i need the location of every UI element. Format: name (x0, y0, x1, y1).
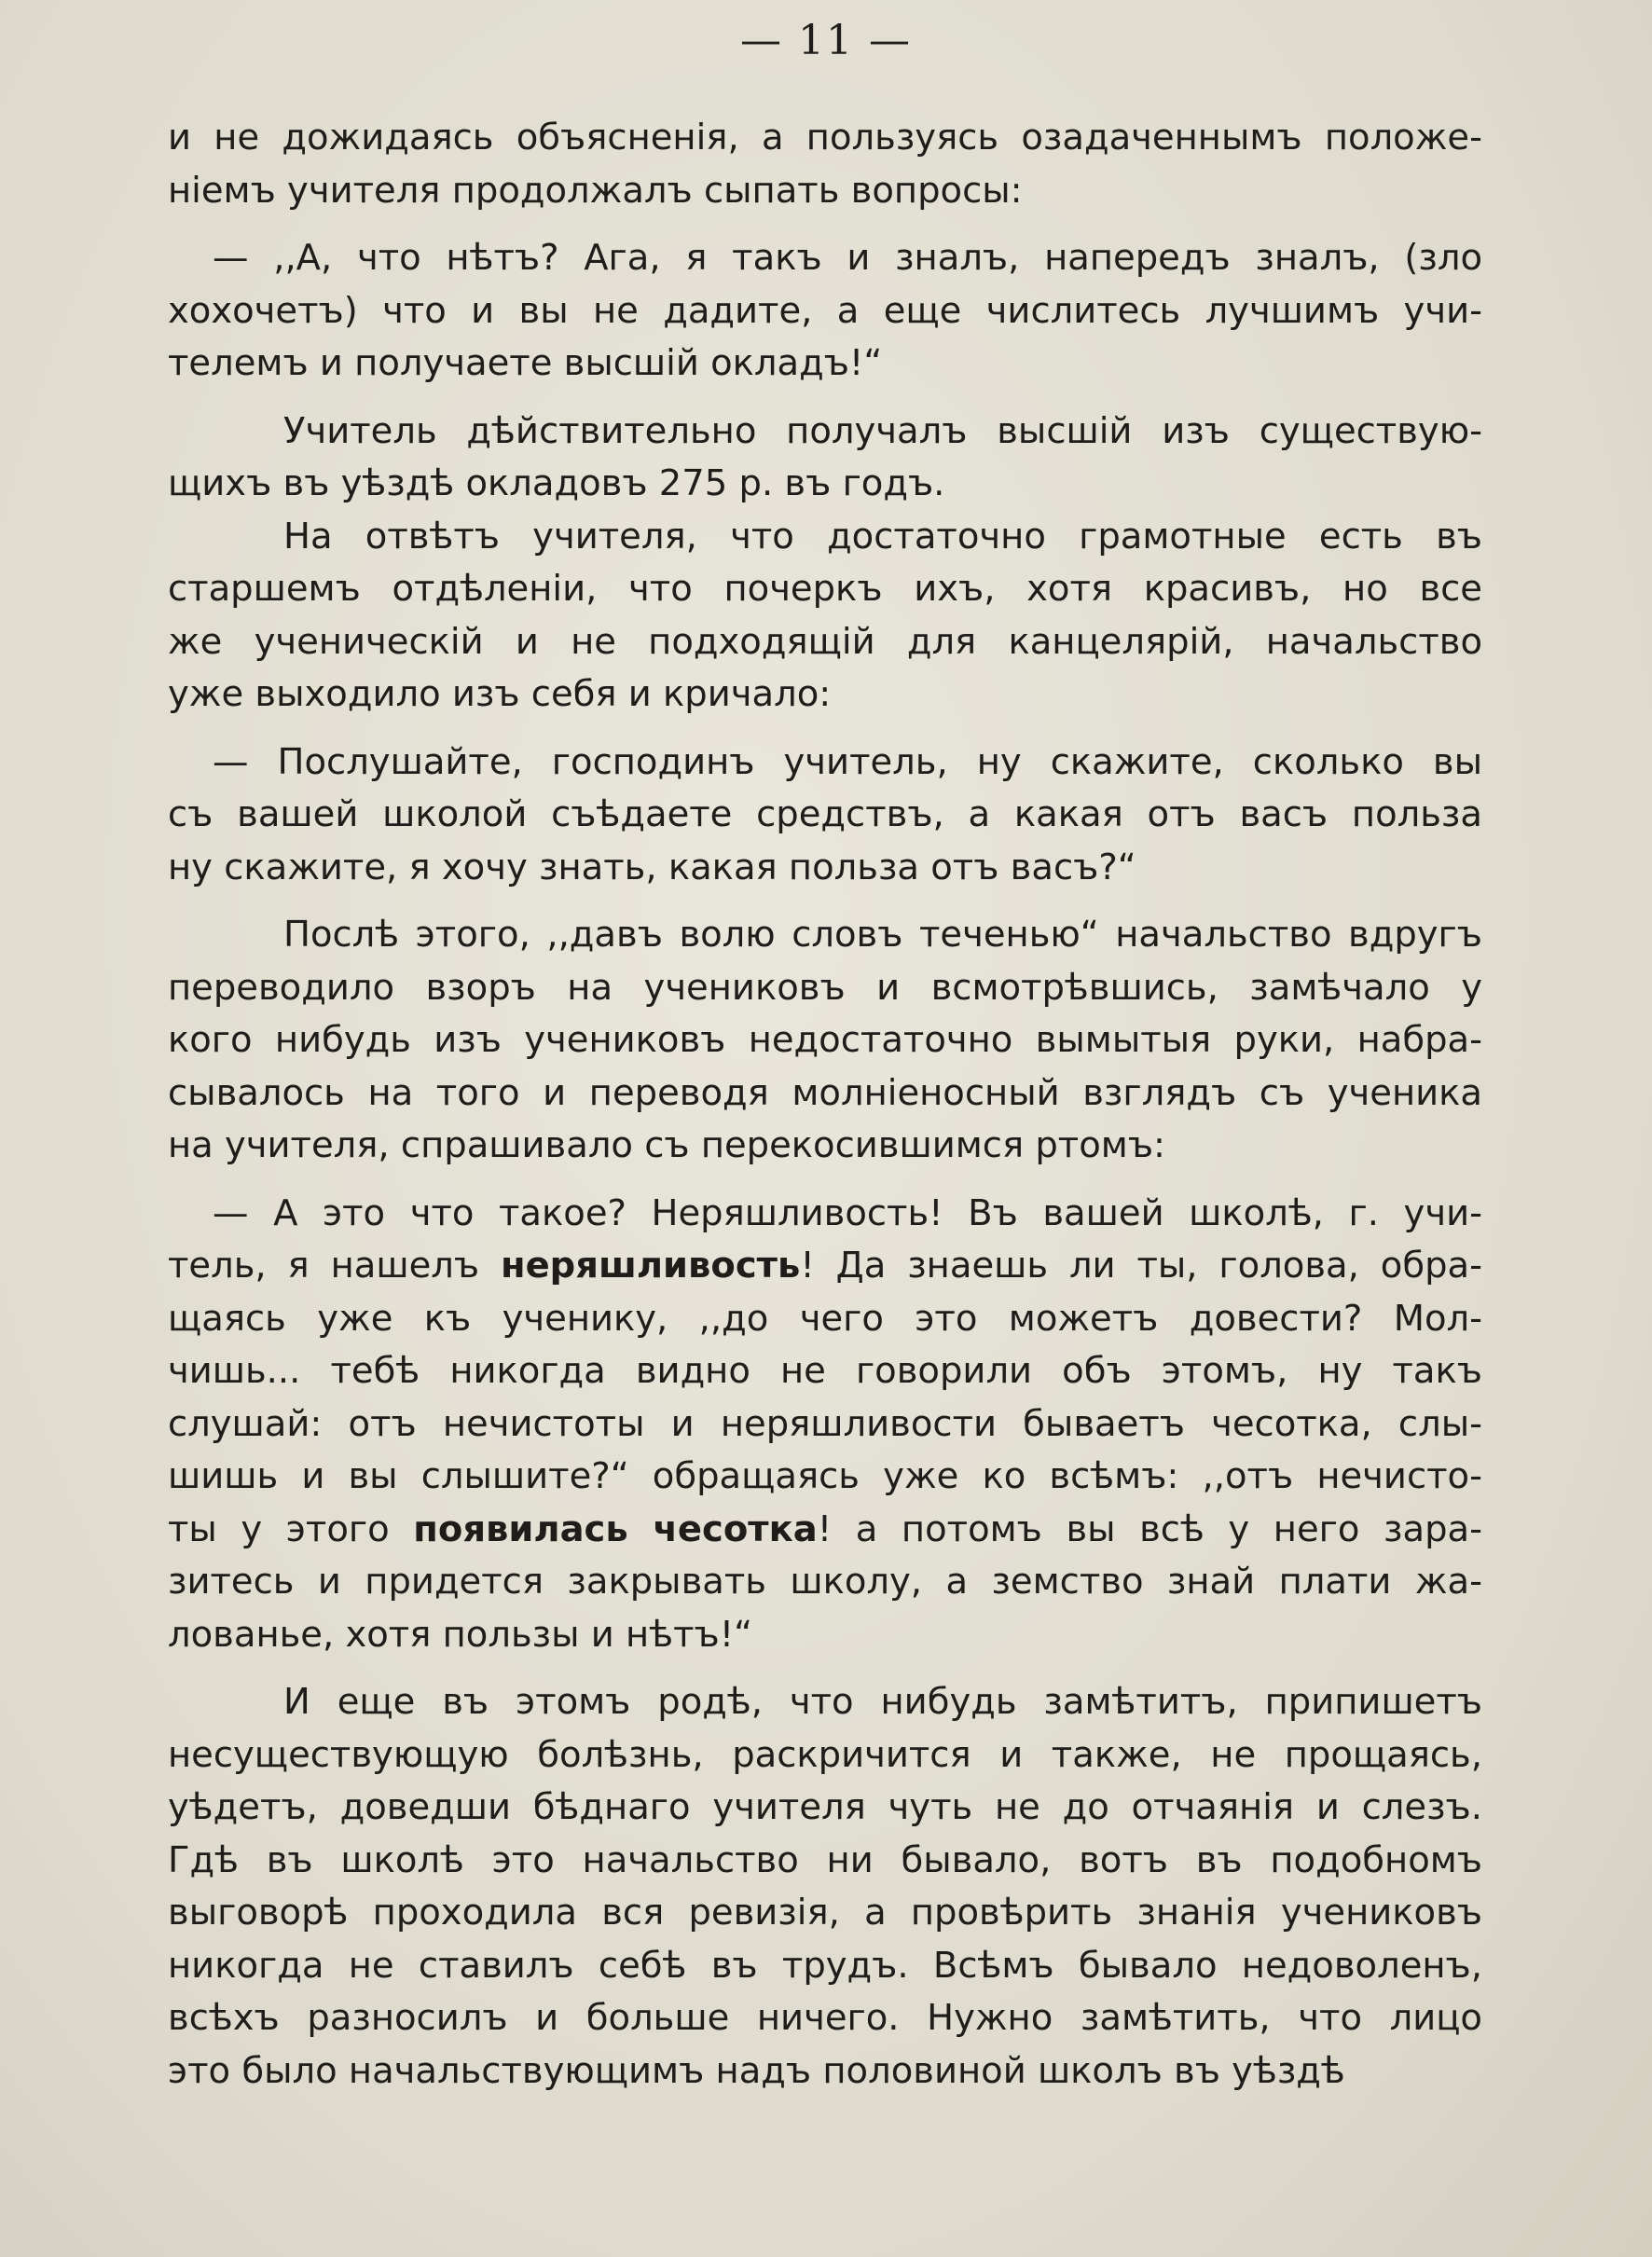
text-line: Учитель дѣйствительно получалъ высшій изъ существую- (283, 409, 1482, 452)
text-line: щаясь уже къ ученику, ,,до чего это можетъ довести? Мол- (168, 1297, 1482, 1340)
text-line: тель, я нашелъ неряшливость! Да знаешь ли ты, голова, обра- (168, 1245, 1482, 1287)
text-line: Гдѣ въ школѣ это начальство ни бывало, вотъ въ подобномъ (168, 1838, 1482, 1881)
text-line: — Послушайте, господинъ учитель, ну скажите, сколько вы (213, 740, 1482, 783)
paragraph (168, 232, 1482, 391)
text-line: шишь и вы слышите?“ обращаясь уже ко всѣмъ: ,,отъ нечисто- (168, 1455, 1482, 1497)
paragraph (168, 909, 1482, 1173)
paragraph (168, 1676, 1482, 2098)
emphasis-text: неряшливость (500, 1245, 801, 1287)
text-line: кого нибудь изъ учениковъ недостаточно вымытыя руки, набра- (168, 1019, 1482, 1061)
text-line: — ,,А, что нѣтъ? Ага, я такъ и зналъ, напередъ зналъ, (зло (213, 237, 1482, 279)
text-line: сывалось на того и переводя молніеносный взглядъ съ ученика (168, 1071, 1482, 1114)
text-line: это было начальствующимъ надъ половиной школъ въ уѣздѣ (168, 2049, 1345, 2092)
text-line: хохочетъ) что и вы не дадите, а еще числитесь лучшимъ учи- (168, 289, 1482, 332)
text-line: ну скажите, я хочу знать, какая польза отъ васъ?“ (168, 846, 1136, 888)
text-line: чишь... тебѣ никогда видно не говорили объ этомъ, ну такъ (168, 1350, 1482, 1392)
paragraph (168, 736, 1482, 895)
text-line: И еще въ этомъ родѣ, что нибудь замѣтитъ, припишетъ (283, 1681, 1482, 1723)
text-line: щихъ въ уѣздѣ окладовъ 275 р. въ годъ. (168, 462, 945, 504)
text-line: старшемъ отдѣленіи, что почеркъ ихъ, хотя красивъ, но все (168, 568, 1482, 610)
text-line: лованье, хотя пользы и нѣтъ!“ (168, 1613, 753, 1656)
paragraph (168, 1188, 1482, 1662)
paragraph (168, 511, 1482, 722)
emphasis-text: появилась чесотка (413, 1507, 818, 1550)
text-line: ніемъ учителя продолжалъ сыпать вопросы: (168, 169, 1023, 212)
text-line: Послѣ этого, ,,давъ волю словъ теченью“ начальство вдругъ (283, 914, 1482, 956)
text-line: съ вашей школой съѣдаете средствъ, а какая отъ васъ польза (168, 793, 1482, 835)
text-line: на учителя, спрашивало съ перекосившимся ртомъ: (168, 1124, 1165, 1166)
text-line: телемъ и получаете высшій окладъ!“ (168, 342, 883, 384)
text-line: уѣдетъ, доведши бѣднаго учителя чуть не до отчаянія и слезъ. (168, 1786, 1482, 1828)
text-line: На отвѣтъ учителя, что достаточно грамотные есть въ (283, 515, 1482, 557)
text-line: переводило взоръ на учениковъ и всмотрѣвшись, замѣчало у (168, 966, 1482, 1009)
text-line: уже выходило изъ себя и кричало: (168, 673, 832, 715)
text-line: ты у этого появилась чесотка! а потомъ вы всѣ у него зара- (168, 1507, 1483, 1550)
body-text (168, 112, 1482, 2098)
text-line: же ученическій и не подходящій для канцелярій, начальство (168, 620, 1482, 663)
text-line: выговорѣ проходила вся ревизія, а провѣрить знанія учениковъ (168, 1892, 1482, 1934)
text-line: слушай: отъ нечистоты и неряшливости бываетъ чесотка, слы- (168, 1402, 1482, 1445)
text-line: несуществующую болѣзнь, раскричится и также, не прощаясь, (168, 1733, 1482, 1776)
paragraph (168, 112, 1482, 217)
page-number: — 11 — (740, 17, 912, 64)
text-line: — А это что такое? Неряшливость! Въ вашей школѣ, г. учи- (213, 1191, 1482, 1234)
text-line: зитесь и придется закрывать школу, а земство знай плати жа- (168, 1561, 1482, 1603)
text-line: никогда не ставилъ себѣ въ трудъ. Всѣмъ бывало недоволенъ, (168, 1944, 1482, 1987)
text-line: всѣхъ разносилъ и больше ничего. Нужно замѣтить, что лицо (168, 1997, 1482, 2039)
paragraph (168, 406, 1482, 511)
text-line: и не дожидаясь объясненія, а пользуясь озадаченнымъ положе- (168, 117, 1482, 158)
